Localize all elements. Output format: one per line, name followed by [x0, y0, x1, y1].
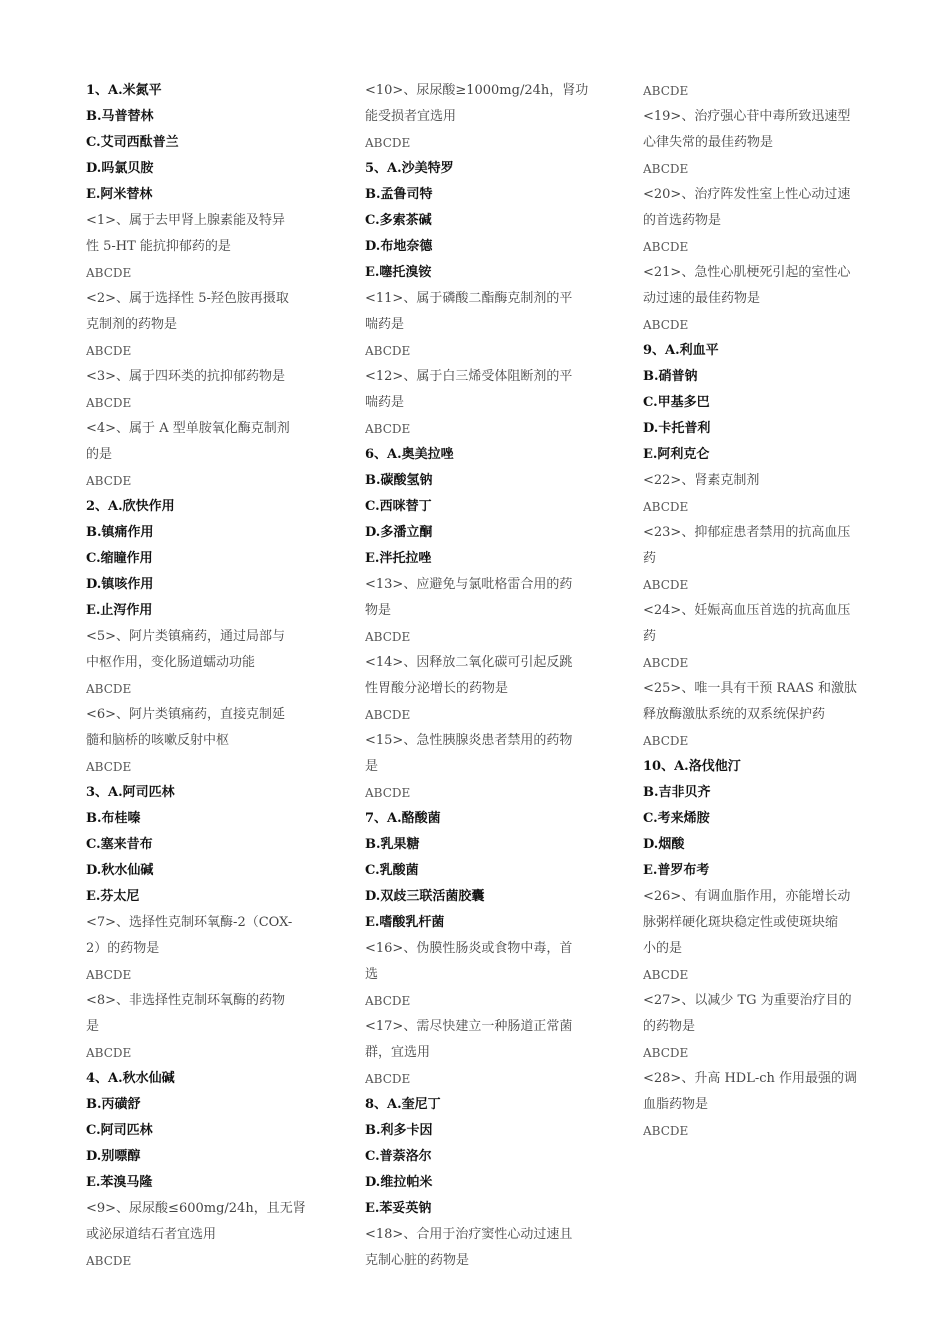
answer-choices: ABCDE [365, 136, 411, 150]
option-line: C.缩瞳作用 [86, 551, 153, 566]
question-line: <5>、阿片类镇痛药，通过局部与 [86, 629, 286, 644]
question-line: <14>、因释放二氧化碳可引起反跳 [365, 655, 573, 670]
option-line: E.嗜酸乳杆菌 [365, 915, 445, 930]
option-line: D.卡托普利 [643, 421, 711, 436]
question-line: 是 [86, 1019, 100, 1034]
option-line: E.苯溴马隆 [86, 1175, 153, 1190]
answer-choices: ABCDE [86, 1046, 132, 1060]
answer-choices: ABCDE [365, 786, 411, 800]
answer-choices: ABCDE [643, 968, 689, 982]
question-line: 心律失常的最佳药物是 [643, 135, 774, 150]
column-middle [365, 78, 605, 1274]
question-line: 性 5-HT 能抗抑郁药的是 [86, 239, 231, 254]
question-line: 小的是 [643, 941, 683, 956]
answer-choices: ABCDE [365, 422, 411, 436]
answer-choices: ABCDE [86, 968, 132, 982]
question-line: 选 [365, 967, 379, 982]
option-line: B.孟鲁司特 [365, 187, 433, 202]
option-line: 9、A.利血平 [643, 343, 719, 358]
option-line: E.芬太尼 [86, 889, 140, 904]
question-line: <8>、非选择性克制环氧酶的药物 [86, 993, 286, 1008]
question-line: <23>、抑郁症患者禁用的抗高血压 [643, 525, 851, 540]
question-line: 克制剂的药物是 [86, 317, 178, 332]
option-line: D.多潘立酮 [365, 525, 433, 540]
option-line: B.利多卡因 [365, 1123, 433, 1138]
option-line: 2、A.欣快作用 [86, 499, 175, 514]
answer-choices: ABCDE [86, 266, 132, 280]
question-line: <28>、升高 HDL-ch 作用最强的调 [643, 1071, 858, 1086]
option-line: 10、A.洛伐他汀 [643, 759, 741, 774]
answer-choices: ABCDE [86, 396, 132, 410]
question-line: <25>、唯一具有干预 RAAS 和激肽 [643, 681, 858, 696]
question-line: 的是 [86, 447, 113, 462]
question-line: <6>、阿片类镇痛药，直接克制延 [86, 707, 286, 722]
answer-choices: ABCDE [643, 318, 689, 332]
question-line: <3>、属于四环类的抗抑郁药物是 [86, 369, 286, 384]
question-line: <24>、妊娠高血压首选的抗高血压 [643, 603, 851, 618]
question-line: <1>、属于去甲肾上腺素能及特异 [86, 213, 286, 228]
question-line: <27>、以减少 TG 为重要治疗目的 [643, 993, 852, 1008]
question-line: <12>、属于白三烯受体阻断剂的平 [365, 369, 573, 384]
option-line: 8、A.奎尼丁 [365, 1097, 441, 1112]
question-line: <15>、急性胰腺炎患者禁用的药物 [365, 733, 573, 748]
answer-choices: ABCDE [86, 344, 132, 358]
question-line: 物是 [365, 603, 392, 618]
option-line: E.噻托溴铵 [365, 265, 432, 280]
option-line: D.布地奈德 [365, 239, 433, 254]
question-line: 群，宜选用 [365, 1045, 431, 1060]
option-line: C.塞来昔布 [86, 837, 153, 852]
option-line: E.阿米替林 [86, 187, 153, 202]
option-line: E.阿利克仑 [643, 447, 710, 462]
question-line: 中枢作用，变化肠道蠕动功能 [86, 655, 256, 670]
question-line: <19>、治疗强心苷中毒所致迅速型 [643, 109, 851, 124]
option-line: C.考来烯胺 [643, 811, 710, 826]
question-line: 动过速的最佳药物是 [643, 291, 761, 306]
question-line: <26>、有调血脂作用，亦能增长动 [643, 889, 851, 904]
option-line: D.维拉帕米 [365, 1175, 433, 1190]
question-line: 脉粥样硬化斑块稳定性或使斑块缩 [643, 915, 839, 930]
option-line: C.阿司匹林 [86, 1123, 153, 1138]
option-line: B.马普替林 [86, 109, 154, 124]
option-line: B.碳酸氢钠 [365, 473, 433, 488]
option-line: B.丙磺舒 [86, 1097, 141, 1112]
answer-choices: ABCDE [365, 630, 411, 644]
answer-choices: ABCDE [365, 994, 411, 1008]
option-line: D.镇咳作用 [86, 577, 154, 592]
option-line: 7、A.酪酸菌 [365, 811, 441, 826]
answer-choices: ABCDE [643, 578, 689, 592]
question-line: 是 [365, 759, 379, 774]
answer-choices: ABCDE [643, 1124, 689, 1138]
option-line: C.甲基多巴 [643, 395, 710, 410]
option-line: D.吗氯贝胺 [86, 161, 154, 176]
answer-choices: ABCDE [365, 708, 411, 722]
answer-choices: ABCDE [86, 682, 132, 696]
question-line: 的药物是 [643, 1019, 696, 1034]
option-line: 3、A.阿司匹林 [86, 785, 175, 800]
question-line: <20>、治疗阵发性室上性心动过速 [643, 187, 851, 202]
option-line: C.多索茶碱 [365, 213, 432, 228]
answer-choices: ABCDE [643, 734, 689, 748]
question-line: 髓和脑桥的咳嗽反射中枢 [86, 733, 230, 748]
option-line: B.布桂嗪 [86, 811, 141, 826]
option-line: D.别嘌醇 [86, 1149, 141, 1164]
question-line: <21>、急性心肌梗死引起的室性心 [643, 265, 851, 280]
question-line: 或泌尿道结石者宜选用 [86, 1227, 217, 1242]
question-line: 能受损者宜选用 [365, 109, 457, 124]
option-line: B.硝普钠 [643, 369, 698, 384]
question-line: 克制心脏的药物是 [365, 1253, 470, 1268]
question-line: 的首选药物是 [643, 213, 722, 228]
answer-choices: ABCDE [86, 474, 132, 488]
answer-choices: ABCDE [643, 240, 689, 254]
answer-choices: ABCDE [643, 656, 689, 670]
option-line: E.普罗布考 [643, 863, 710, 878]
option-line: 4、A.秋水仙碱 [86, 1071, 175, 1086]
question-line: 2）的药物是 [86, 941, 160, 956]
answer-choices: ABCDE [643, 500, 689, 514]
question-line: 释放酶激肽系统的双系统保护药 [643, 707, 826, 722]
option-line: B.镇痛作用 [86, 525, 154, 540]
option-line: E.苯妥英钠 [365, 1201, 432, 1216]
option-line: D.烟酸 [643, 837, 685, 852]
option-line: B.吉非贝齐 [643, 785, 711, 800]
question-line: <9>、尿尿酸≤600mg/24h，且无肾 [86, 1201, 306, 1216]
question-line: 药 [643, 551, 657, 566]
answer-choices: ABCDE [86, 760, 132, 774]
question-line: <18>、合用于治疗窦性心动过速且 [365, 1227, 573, 1242]
answer-choices: ABCDE [86, 1254, 132, 1268]
question-line: 血脂药物是 [643, 1097, 709, 1112]
answer-choices: ABCDE [643, 1046, 689, 1060]
question-line: <7>、选择性克制环氧酶-2（COX- [86, 915, 293, 930]
option-line: D.秋水仙碱 [86, 863, 154, 878]
option-line: E.止泻作用 [86, 603, 153, 618]
question-line: <13>、应避免与氯吡格雷合用的药 [365, 577, 573, 592]
option-line: C.普萘洛尔 [365, 1149, 432, 1164]
column-left [86, 78, 326, 1274]
option-line: 5、A.沙美特罗 [365, 161, 454, 176]
question-line: <4>、属于 A 型单胺氧化酶克制剂 [86, 421, 290, 436]
question-line: 性胃酸分泌增长的药物是 [365, 681, 509, 696]
column-right [643, 78, 883, 1144]
option-line: C.艾司西酞普兰 [86, 135, 179, 150]
question-line: 喘药是 [365, 395, 405, 410]
option-line: 1、A.米氮平 [86, 83, 162, 98]
answer-choices: ABCDE [365, 1072, 411, 1086]
answer-choices: ABCDE [643, 84, 689, 98]
question-line: <22>、肾素克制剂 [643, 473, 760, 488]
question-line: 喘药是 [365, 317, 405, 332]
question-line: <10>、尿尿酸≥1000mg/24h，肾功 [365, 83, 589, 98]
question-line: 药 [643, 629, 657, 644]
question-line: <17>、需尽快建立一种肠道正常菌 [365, 1019, 573, 1034]
option-line: 6、A.奥美拉唑 [365, 447, 454, 462]
option-line: E.泮托拉唑 [365, 551, 432, 566]
answer-choices: ABCDE [365, 344, 411, 358]
option-line: C.西咪替丁 [365, 499, 432, 514]
option-line: B.乳果糖 [365, 837, 420, 852]
question-line: <16>、伪膜性肠炎或食物中毒，首 [365, 941, 573, 956]
question-line: <2>、属于选择性 5-羟色胺再摄取 [86, 291, 289, 306]
question-line: <11>、属于磷酸二酯酶克制剂的平 [365, 291, 573, 306]
option-line: D.双歧三联活菌胶囊 [365, 889, 485, 904]
answer-choices: ABCDE [643, 162, 689, 176]
option-line: C.乳酸菌 [365, 863, 419, 878]
